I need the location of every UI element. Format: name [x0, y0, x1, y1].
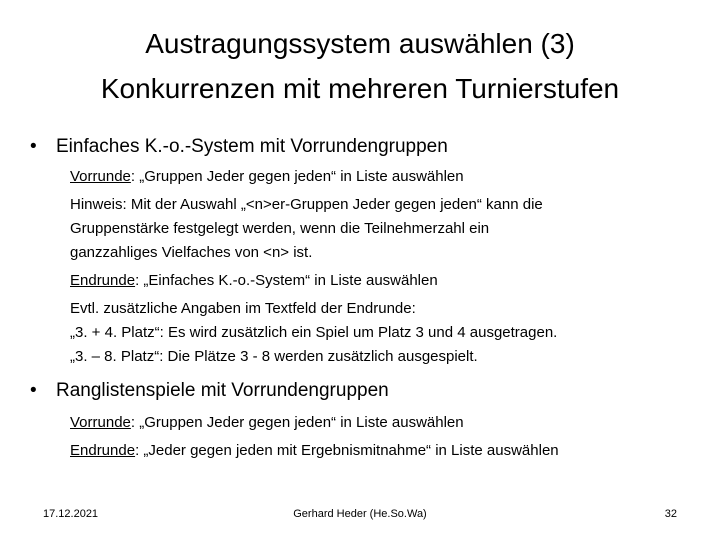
label-vorrunde: Vorrunde — [70, 168, 131, 185]
page-number: 32 — [664, 508, 677, 520]
line-text: : „Gruppen Jeder gegen jeden“ in Liste auswählen — [130, 168, 464, 185]
sub-line — [70, 270, 438, 292]
line-text: : „Einfaches K.-o.-System“ in Liste auswählen — [135, 272, 438, 289]
slide-title: Austragungssystem auswählen (3) — [145, 28, 575, 59]
sub-line: „3. + 4. Platz“: Es wird zusätzlich ein Spiel um Platz 3 und 4 ausgetragen. — [70, 324, 558, 341]
line-text: : „Gruppen Jeder gegen jeden“ in Liste auswählen — [130, 414, 464, 431]
label-vorrunde: Vorrunde — [70, 414, 131, 431]
sub-line — [70, 412, 464, 434]
slide-subtitle: Konkurrenzen mit mehreren Turnierstufen — [100, 73, 620, 104]
footer-date: 17.12.2021 — [43, 508, 99, 520]
bullet-text: Einfaches K.-o.-System mit Vorrundengruppen — [56, 136, 448, 157]
sub-line — [70, 440, 559, 462]
bullet-ranglistenspiele — [30, 380, 389, 402]
sub-line: „3. – 8. Platz“: Die Plätze 3 - 8 werden zusätzlich ausgespielt. — [70, 348, 478, 365]
footer-author: Gerhard Heder (He.So.Wa) — [293, 508, 427, 520]
label-endrunde: Endrunde — [70, 272, 136, 289]
sub-line: Gruppenstärke festgelegt werden, wenn die Teilnehmerzahl ein — [70, 220, 490, 237]
line-text: : „Jeder gegen jeden mit Ergebnismitnahme“ in Liste auswählen — [135, 442, 559, 459]
sub-line: ganzzahliges Vielfaches von <n> ist. — [70, 244, 313, 261]
bullet-ko-system — [30, 136, 448, 158]
sub-line — [70, 166, 464, 188]
sub-line: Hinweis: Mit der Auswahl „<n>er-Gruppen Jeder gegen jeden“ kann die — [70, 196, 543, 213]
bullet-dot: • — [30, 136, 37, 157]
bullet-text: Ranglistenspiele mit Vorrundengruppen — [56, 380, 389, 401]
bullet-dot: • — [30, 380, 37, 401]
sub-line: Evtl. zusätzliche Angaben im Textfeld der Endrunde: — [70, 300, 416, 317]
label-endrunde: Endrunde — [70, 442, 136, 459]
